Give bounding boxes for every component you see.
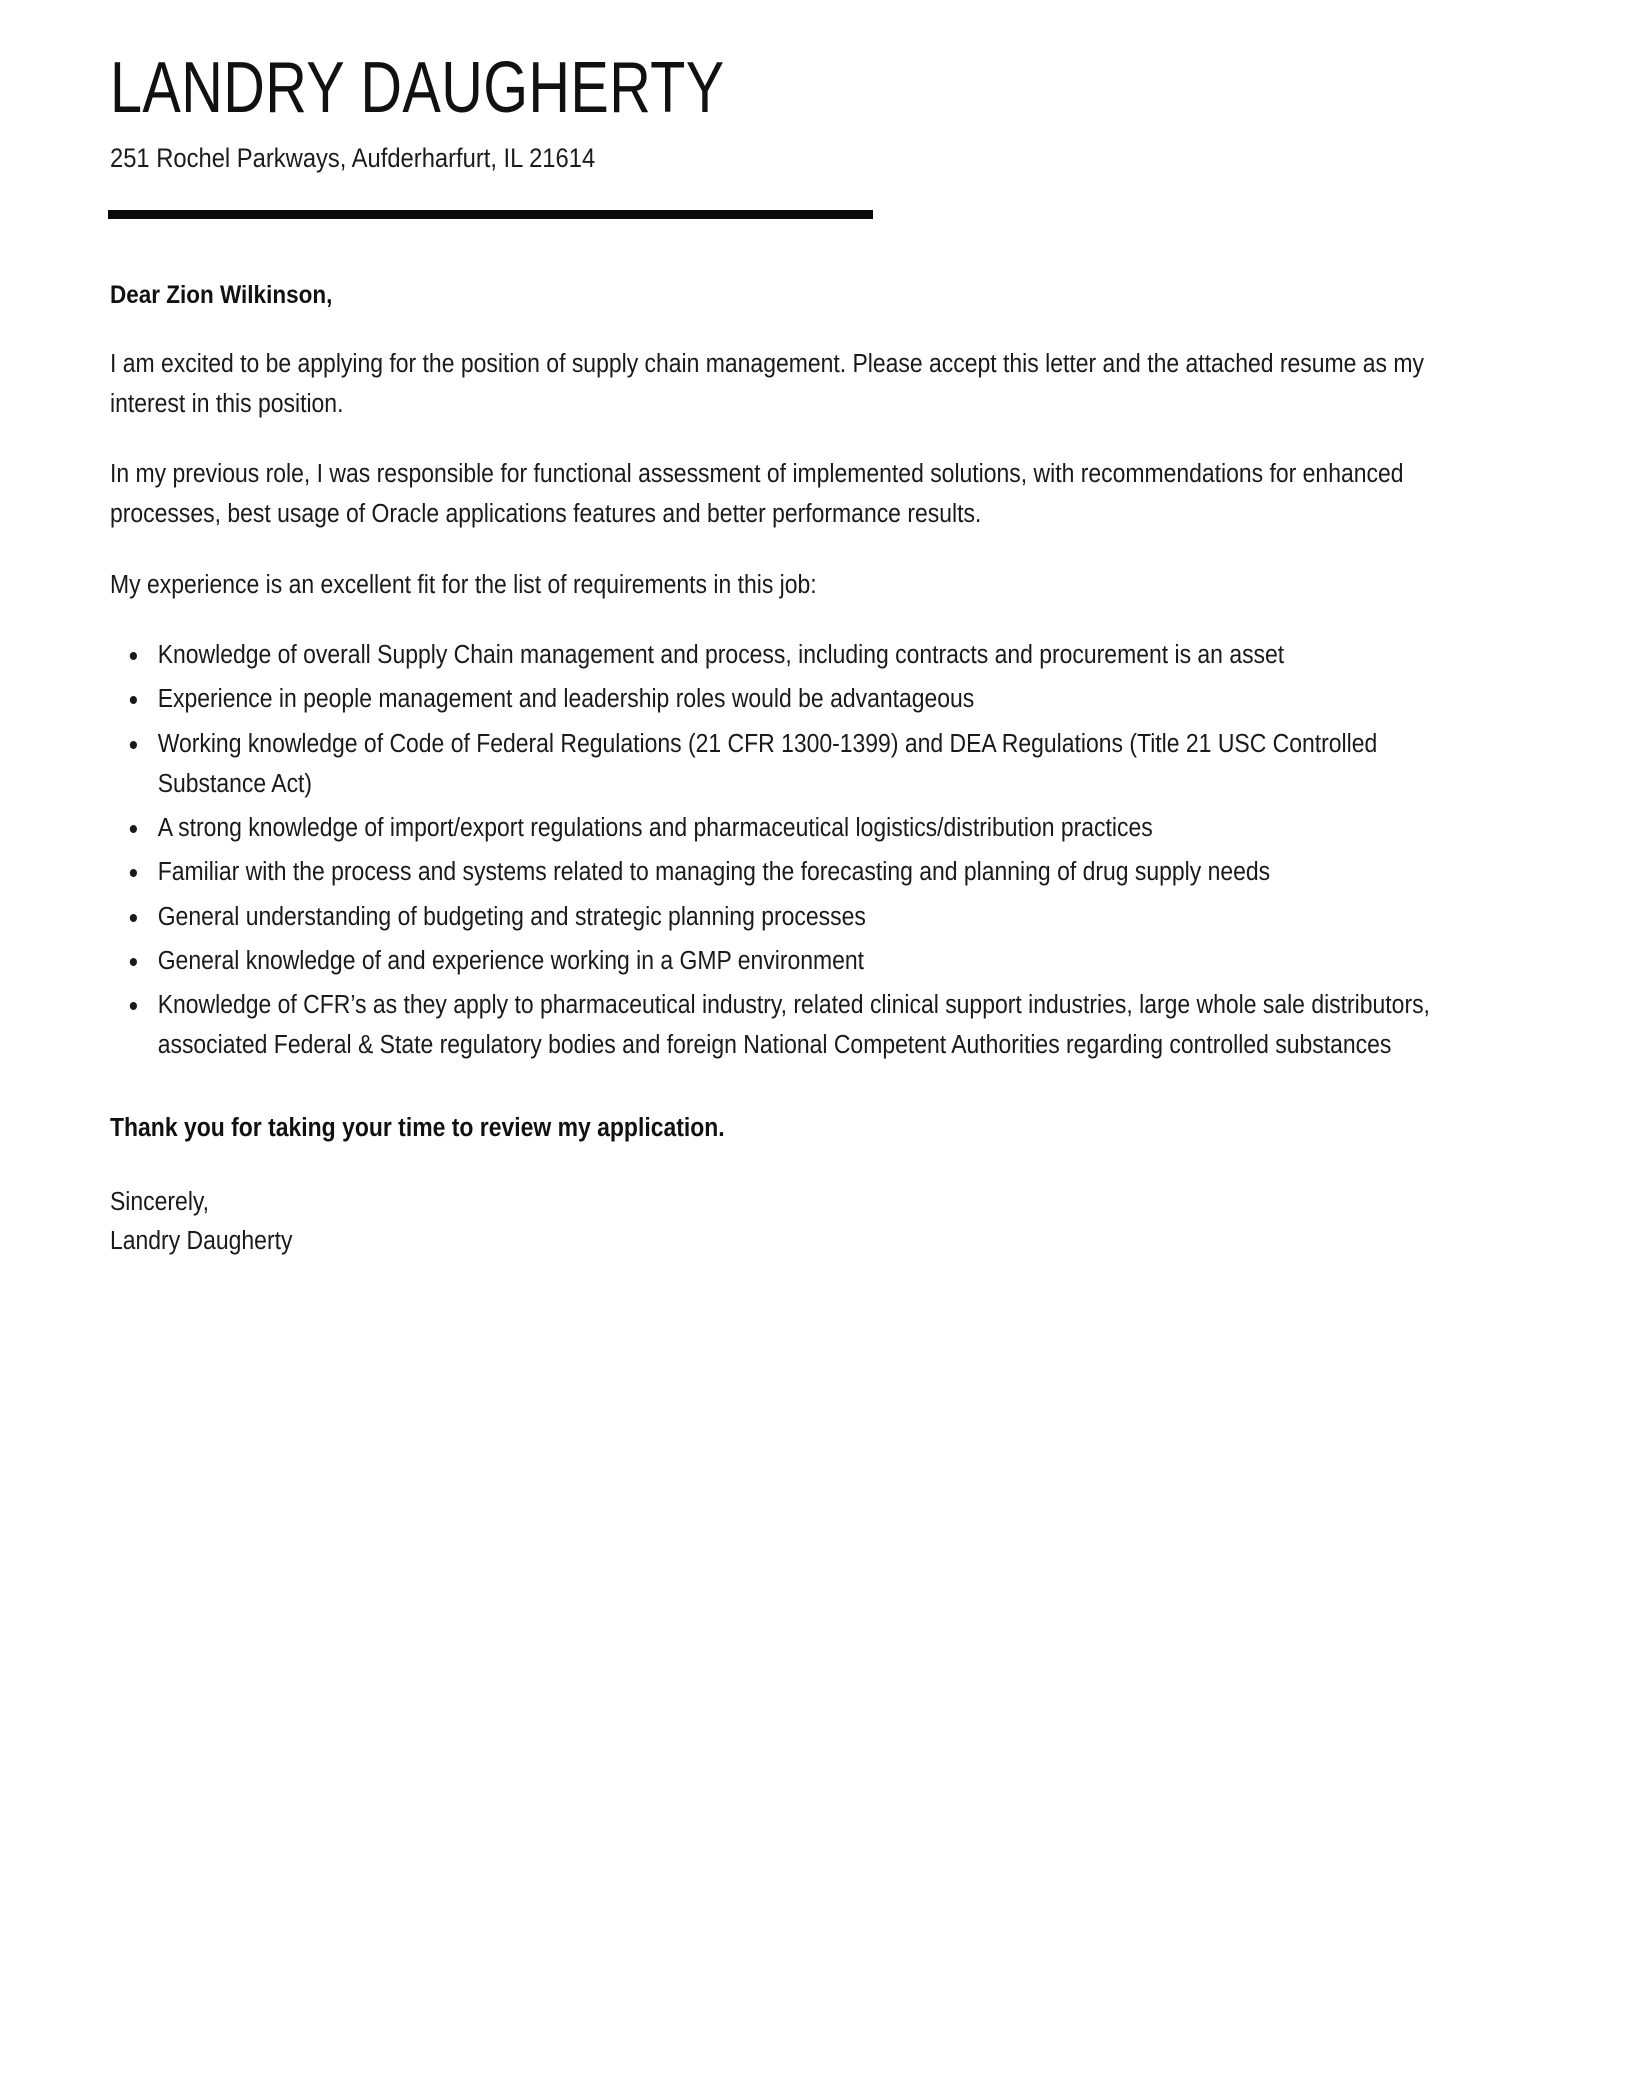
signoff-closing: Sincerely, [110, 1187, 210, 1216]
document-content [110, 0, 1542, 1260]
applicant-address: 251 Rochel Parkways, Aufderharfurt, IL 21614 [110, 143, 596, 174]
salutation: Dear Zion Wilkinson, [110, 280, 333, 309]
list-item: Knowledge of CFR’s as they apply to pharmaceutical industry, related clinical support industries, large whole sale distributors, associated Federal & State regulatory bodies and foreign National Competent Authorities regarding controlled substances [110, 985, 1442, 1066]
list-item: Knowledge of overall Supply Chain management and process, including contracts and procurement is an asset [110, 635, 1442, 675]
paragraph-intro: I am excited to be applying for the position of supply chain management. Please accept this letter and the attached resume as my interest in this position. [110, 349, 1424, 418]
paragraph-experience: In my previous role, I was responsible for functional assessment of implemented solutions, with recommendations for enhanced processes, best usage of Oracle applications features and better performance results. [110, 460, 1404, 529]
list-item: General understanding of budgeting and strategic planning processes [110, 897, 1442, 937]
list-item: Familiar with the process and systems related to managing the forecasting and planning of drug supply needs [110, 852, 1442, 892]
list-item: Working knowledge of Code of Federal Regulations (21 CFR 1300-1399) and DEA Regulations (Title 21 USC Controlled Substance Act) [110, 724, 1442, 805]
list-item: Experience in people management and leadership roles would be advantageous [110, 679, 1442, 719]
list-item: A strong knowledge of import/export regulations and pharmaceutical logistics/distribution practices [110, 808, 1442, 848]
header-divider [108, 210, 873, 219]
signature-block [110, 1183, 1316, 1261]
letter-body [110, 281, 1450, 1261]
list-item: General knowledge of and experience working in a GMP environment [110, 941, 1442, 981]
closing-thanks: Thank you for taking your time to review my application. [110, 1113, 725, 1142]
signoff-name: Landry Daugherty [110, 1226, 293, 1255]
requirements-list [110, 635, 1442, 1066]
letter-header [110, 0, 1542, 177]
applicant-name: LANDRY DAUGHERTY [110, 48, 725, 128]
paragraph-requirements-lead: My experience is an excellent fit for the list of requirements in this job: [110, 570, 817, 599]
